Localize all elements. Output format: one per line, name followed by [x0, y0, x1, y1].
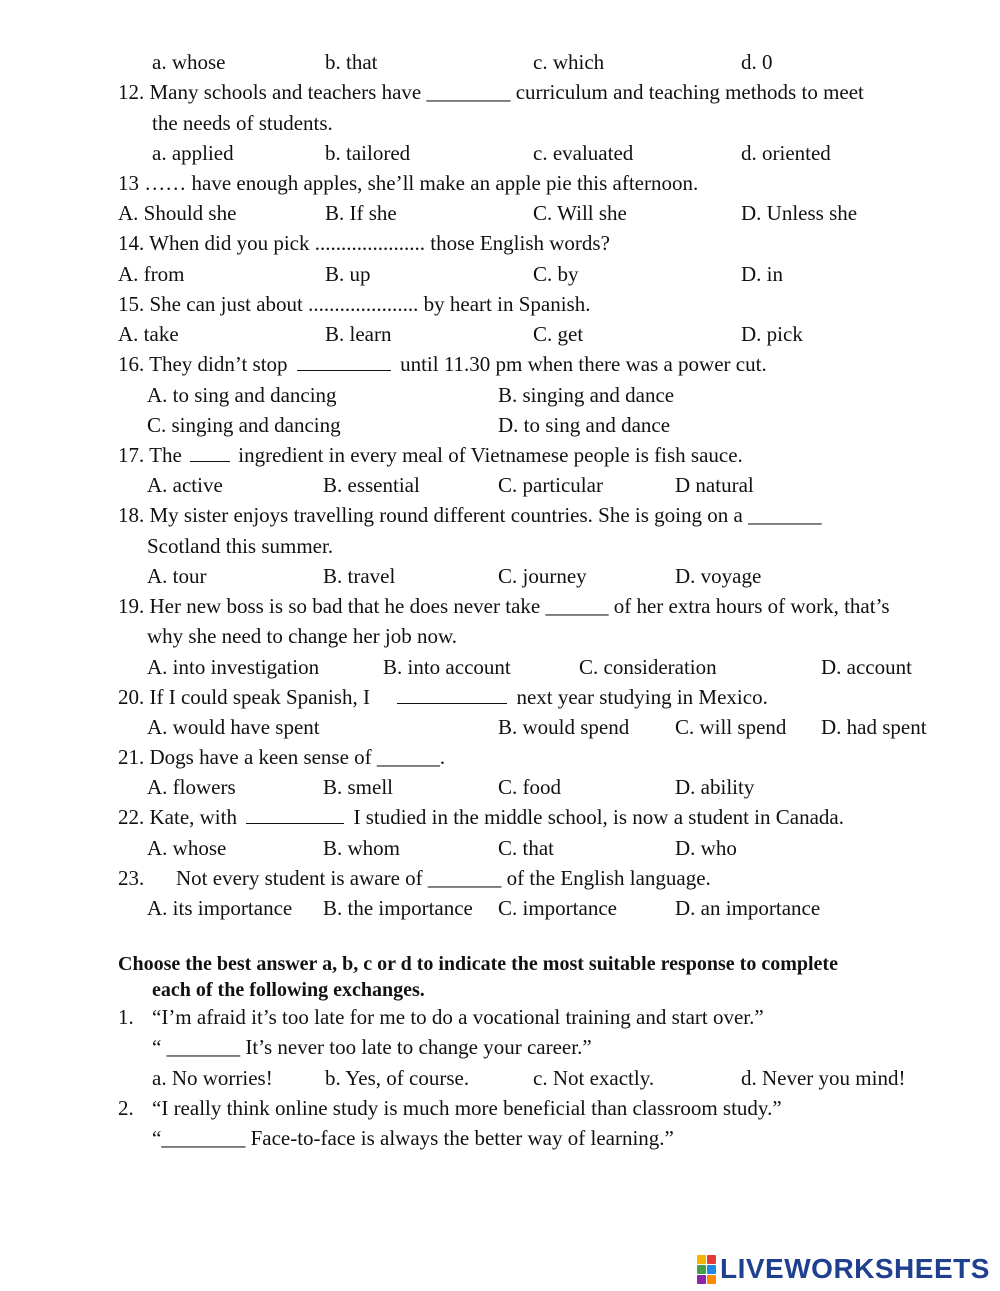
logo-mark-cell [707, 1275, 716, 1284]
q18-stem-cont: Scotland this summer. [147, 534, 334, 558]
q15-stem: 15. She can just about ..................... by heart in Spanish. [118, 292, 591, 316]
q20-stem-pre: 20. If I could speak Spanish, I [118, 685, 370, 709]
q18-option-a: A. tour [147, 564, 207, 588]
q16-option-c: C. singing and dancing [147, 413, 341, 437]
logo-mark-cell [697, 1255, 706, 1264]
q17-option-c: C. particular [498, 473, 603, 497]
q18-option-d: D. voyage [675, 564, 762, 588]
q14-option-a: A. from [118, 262, 185, 286]
q13-stem: 13 …… have enough apples, she’ll make an apple pie this afternoon. [118, 171, 699, 195]
q12-option-c: c. evaluated [533, 141, 634, 165]
exchange-1-option-d: d. Never you mind! [741, 1066, 906, 1090]
q16-blank[interactable] [297, 353, 391, 371]
q15-option-a: A. take [118, 322, 179, 346]
q11-option-a: a. whose [152, 50, 226, 74]
q19-stem-cont: why she need to change her job now. [147, 624, 458, 648]
q21-option-a: A. flowers [147, 775, 236, 799]
q15-option-b: B. learn [325, 322, 392, 346]
q22-option-c: C. that [498, 836, 554, 860]
q17-blank[interactable] [190, 444, 230, 462]
q22-option-b: B. whom [323, 836, 401, 860]
q18-option-c: C. journey [498, 564, 587, 588]
q22-stem-post: I studied in the middle school, is now a student in Canada. [353, 805, 844, 829]
q22-stem [118, 805, 844, 829]
q23-stem: Not every student is aware of _______ of the English language. [176, 866, 711, 890]
section-heading: Choose the best answer a, b, c or d to indicate the most suitable response to complete [118, 953, 838, 975]
q14-stem: 14. When did you pick ..................... those English words? [118, 231, 610, 255]
q16-stem-post: until 11.30 pm when there was a power cut. [400, 352, 767, 376]
exchange-1-line2: “ _______ It’s never too late to change your career.” [152, 1035, 592, 1059]
exchange-1-number: 1. [118, 1005, 134, 1029]
q18-stem: 18. My sister enjoys travelling round different countries. She is going on a _______ [118, 503, 822, 527]
q15-option-d: D. pick [741, 322, 803, 346]
q16-option-b: B. singing and dance [498, 383, 675, 407]
q13-option-c: C. Will she [533, 201, 627, 225]
q12-stem-cont: the needs of students. [152, 111, 333, 135]
q17-stem-pre: 17. The [118, 443, 182, 467]
q16-stem [118, 352, 767, 376]
q21-stem: 21. Dogs have a keen sense of ______. [118, 745, 446, 769]
section-heading-cont: each of the following exchanges. [152, 979, 425, 1001]
q23-option-b: B. the importance [323, 896, 473, 920]
q22-stem-pre: 22. Kate, with [118, 805, 237, 829]
q19-option-c: C. consideration [579, 655, 717, 679]
q15-option-c: C. get [533, 322, 584, 346]
q18-option-b: B. travel [323, 564, 396, 588]
exchange-1-option-a: a. No worries! [152, 1066, 273, 1090]
q21-option-b: B. smell [323, 775, 394, 799]
q19-option-b: B. into account [383, 655, 511, 679]
q16-stem-pre: 16. They didn’t stop [118, 352, 288, 376]
exchange-1-line1: “I’m afraid it’s too late for me to do a vocational training and start over.” [152, 1005, 764, 1029]
q19-option-a: A. into investigation [147, 655, 320, 679]
q22-option-d: D. who [675, 836, 737, 860]
logo-mark-icon [697, 1255, 716, 1284]
q23-option-a: A. its importance [147, 896, 293, 920]
logo-mark-cell [697, 1275, 706, 1284]
q21-option-c: C. food [498, 775, 561, 799]
q19-option-d: D. account [821, 655, 912, 679]
q17-option-b: B. essential [323, 473, 420, 497]
q12-option-b: b. tailored [325, 141, 411, 165]
q12-stem: 12. Many schools and teachers have ________ curriculum and teaching methods to meet [118, 80, 864, 104]
q21-option-d: D. ability [675, 775, 755, 799]
exchange-1-option-b: b. Yes, of course. [325, 1066, 470, 1090]
q22-blank[interactable] [246, 806, 344, 824]
q17-stem-post: ingredient in every meal of Vietnamese people is fish sauce. [238, 443, 743, 467]
q16-option-a: A. to sing and dancing [147, 383, 337, 407]
logo-mark-cell [707, 1255, 716, 1264]
q23-option-d: D. an importance [675, 896, 821, 920]
exchange-2-line1: “I really think online study is much more beneficial than classroom study.” [152, 1096, 782, 1120]
q17-option-d: D natural [675, 473, 754, 497]
exchange-2-line2: “________ Face-to-face is always the better way of learning.” [152, 1126, 674, 1150]
q17-stem [118, 443, 743, 467]
q23-option-c: C. importance [498, 896, 617, 920]
q22-option-a: A. whose [147, 836, 227, 860]
q14-option-d: D. in [741, 262, 783, 286]
q16-option-d: D. to sing and dance [498, 413, 671, 437]
q13-option-b: B. If she [325, 201, 397, 225]
q14-option-c: C. by [533, 262, 579, 286]
q13-option-d: D. Unless she [741, 201, 858, 225]
q14-option-b: B. up [325, 262, 371, 286]
q20-option-a: A. would have spent [147, 715, 320, 739]
q20-stem-post: next year studying in Mexico. [516, 685, 768, 709]
liveworksheets-logo [697, 1254, 990, 1284]
logo-mark-cell [707, 1265, 716, 1274]
q13-option-a: A. Should she [118, 201, 237, 225]
exchange-1-option-c: c. Not exactly. [533, 1066, 655, 1090]
q12-option-a: a. applied [152, 141, 234, 165]
q11-option-d: d. 0 [741, 50, 773, 74]
q11-option-c: c. which [533, 50, 605, 74]
q19-stem: 19. Her new boss is so bad that he does never take ______ of her extra hours of work, that’s [118, 594, 890, 618]
q17-option-a: A. active [147, 473, 223, 497]
q20-option-b: B. would spend [498, 715, 630, 739]
q12-option-d: d. oriented [741, 141, 831, 165]
q20-option-c: C. will spend [675, 715, 787, 739]
q20-blank[interactable] [397, 686, 507, 704]
q11-option-b: b. that [325, 50, 378, 74]
q20-option-d: D. had spent [821, 715, 927, 739]
logo-mark-cell [697, 1265, 706, 1274]
logo-text: LIVEWORKSHEETS [720, 1253, 990, 1284]
exchange-2-number: 2. [118, 1096, 134, 1120]
q20-stem [118, 685, 768, 709]
q23-number: 23. [118, 866, 145, 890]
